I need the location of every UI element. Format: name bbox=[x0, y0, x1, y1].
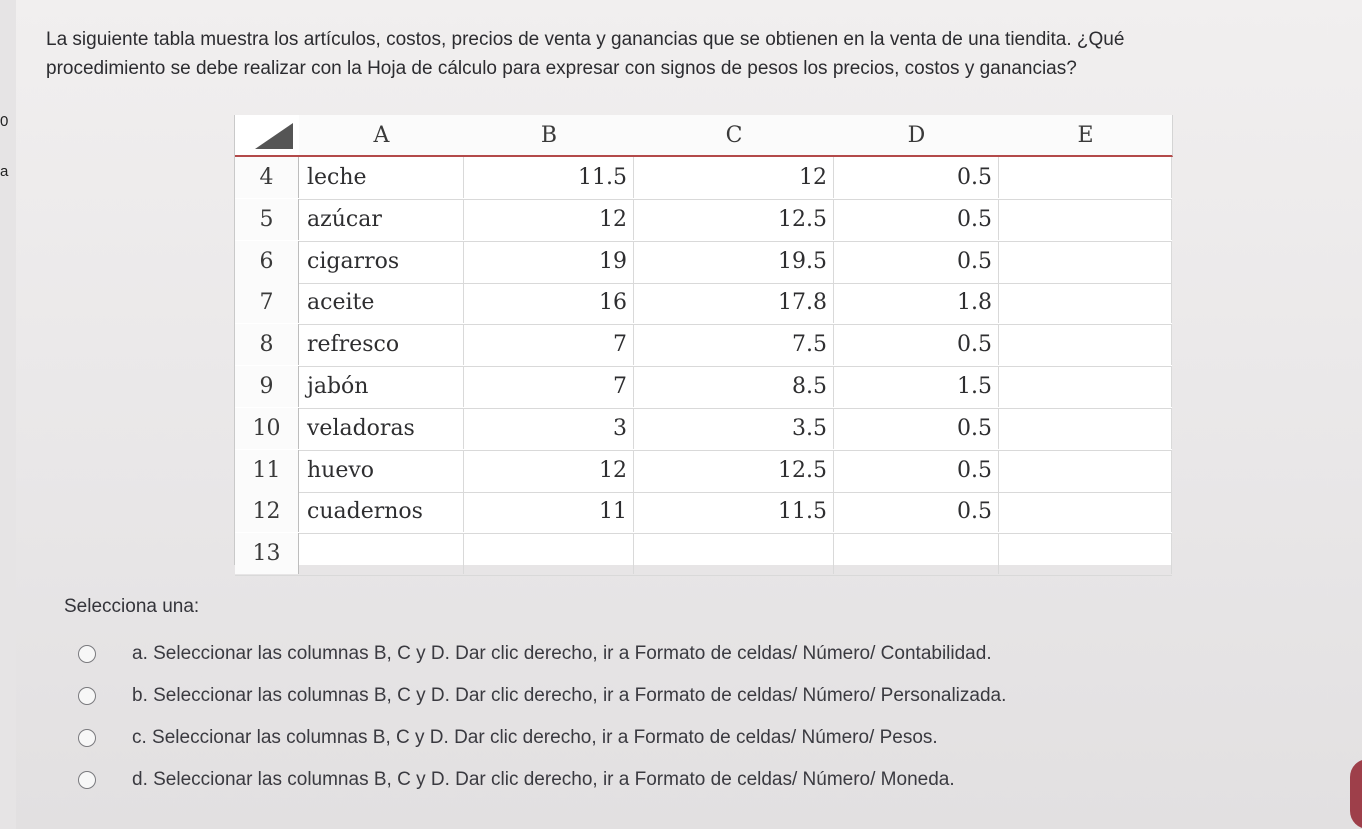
table-row bbox=[235, 450, 1172, 493]
cell-d[interactable]: 0.5 bbox=[834, 241, 999, 282]
row-number[interactable]: 13 bbox=[235, 533, 299, 574]
column-header-d[interactable]: D bbox=[834, 115, 1000, 157]
row-number[interactable]: 9 bbox=[235, 366, 299, 407]
option-c[interactable] bbox=[78, 723, 938, 753]
radio-button-b[interactable] bbox=[78, 687, 96, 705]
radio-button-d[interactable] bbox=[78, 771, 96, 789]
cell-b[interactable]: 7 bbox=[464, 366, 634, 407]
option-b-label[interactable]: b. Seleccionar las columnas B, C y D. Dar clic derecho, ir a Formato de celdas/ Número/ Personalizada. bbox=[132, 685, 1007, 706]
option-d-label[interactable]: d. Seleccionar las columnas B, C y D. Dar clic derecho, ir a Formato de celdas/ Número/ Moneda. bbox=[132, 769, 955, 790]
cell-a[interactable]: huevo bbox=[299, 450, 464, 491]
row-number[interactable]: 5 bbox=[235, 199, 299, 240]
question-text bbox=[46, 25, 1346, 83]
cell-b[interactable]: 3 bbox=[464, 408, 634, 449]
cell-e[interactable] bbox=[999, 491, 1172, 532]
option-c-label[interactable]: c. Seleccionar las columnas B, C y D. Dar clic derecho, ir a Formato de celdas/ Número/ Pesos. bbox=[132, 727, 938, 748]
option-a-label[interactable]: a. Seleccionar las columnas B, C y D. Dar clic derecho, ir a Formato de celdas/ Número/ Contabilidad. bbox=[132, 643, 992, 664]
column-header-c[interactable]: C bbox=[634, 115, 835, 157]
column-header-b[interactable]: B bbox=[464, 115, 635, 157]
column-header-a[interactable]: A bbox=[299, 115, 465, 157]
cell-b[interactable] bbox=[464, 533, 634, 574]
cell-a[interactable]: cigarros bbox=[299, 241, 464, 282]
row-number[interactable]: 12 bbox=[235, 491, 299, 532]
cell-e[interactable] bbox=[999, 157, 1172, 198]
cell-b[interactable]: 7 bbox=[464, 324, 634, 365]
row-number[interactable]: 11 bbox=[235, 450, 299, 491]
cell-d[interactable]: 1.8 bbox=[834, 282, 999, 323]
option-b[interactable] bbox=[78, 681, 1006, 711]
cell-d[interactable]: 0.5 bbox=[834, 408, 999, 449]
table-row bbox=[235, 491, 1172, 534]
cell-c[interactable]: 12.5 bbox=[634, 450, 834, 491]
table-row bbox=[235, 366, 1172, 409]
cell-c[interactable] bbox=[634, 533, 834, 574]
cell-d[interactable]: 0.5 bbox=[834, 450, 999, 491]
row-number[interactable]: 7 bbox=[235, 282, 299, 323]
table-row bbox=[235, 241, 1172, 284]
table-row bbox=[235, 533, 1172, 576]
cell-a[interactable]: leche bbox=[299, 157, 464, 198]
cell-c[interactable]: 12.5 bbox=[634, 199, 834, 240]
row-number[interactable]: 10 bbox=[235, 408, 299, 449]
cell-c[interactable]: 7.5 bbox=[634, 324, 834, 365]
cell-b[interactable]: 11.5 bbox=[464, 157, 634, 198]
edge-mark-1: a bbox=[0, 163, 9, 180]
cell-c[interactable]: 19.5 bbox=[634, 241, 834, 282]
cell-d[interactable] bbox=[834, 533, 999, 574]
edge-mark-0: 0 bbox=[0, 113, 9, 130]
cell-e[interactable] bbox=[999, 408, 1172, 449]
cell-c[interactable]: 12 bbox=[634, 157, 834, 198]
cell-a[interactable]: jabón bbox=[299, 366, 464, 407]
cell-a[interactable]: azúcar bbox=[299, 199, 464, 240]
cell-d[interactable]: 1.5 bbox=[834, 366, 999, 407]
cell-b[interactable]: 12 bbox=[464, 199, 634, 240]
column-header-e[interactable]: E bbox=[999, 115, 1173, 157]
cell-e[interactable] bbox=[999, 450, 1172, 491]
cell-d[interactable]: 0.5 bbox=[834, 199, 999, 240]
cell-e[interactable] bbox=[999, 241, 1172, 282]
table-row bbox=[235, 157, 1172, 200]
option-a[interactable] bbox=[78, 639, 992, 669]
cell-a[interactable]: veladoras bbox=[299, 408, 464, 449]
cell-a[interactable] bbox=[299, 533, 464, 574]
cell-c[interactable]: 3.5 bbox=[634, 408, 834, 449]
row-number[interactable]: 4 bbox=[235, 157, 299, 198]
cell-d[interactable]: 0.5 bbox=[834, 491, 999, 532]
corner-decoration bbox=[1350, 759, 1362, 829]
row-number[interactable]: 6 bbox=[235, 241, 299, 282]
cell-a[interactable]: aceite bbox=[299, 282, 464, 323]
cell-d[interactable]: 0.5 bbox=[834, 324, 999, 365]
table-row bbox=[235, 199, 1172, 242]
cell-d[interactable]: 0.5 bbox=[834, 157, 999, 198]
radio-button-c[interactable] bbox=[78, 729, 96, 747]
cell-e[interactable] bbox=[999, 366, 1172, 407]
cell-b[interactable]: 19 bbox=[464, 241, 634, 282]
table-row bbox=[235, 324, 1172, 367]
cell-e[interactable] bbox=[999, 282, 1172, 323]
question-line-1: La siguiente tabla muestra los artículos, costos, precios de venta y ganancias que se obtienen en la venta de una tiendita. ¿Qué bbox=[46, 29, 1125, 50]
cell-a[interactable]: refresco bbox=[299, 324, 464, 365]
cell-b[interactable]: 12 bbox=[464, 450, 634, 491]
table-row bbox=[235, 282, 1172, 325]
radio-button-a[interactable] bbox=[78, 645, 96, 663]
table-row bbox=[235, 408, 1172, 451]
cell-e[interactable] bbox=[999, 533, 1172, 574]
cell-e[interactable] bbox=[999, 324, 1172, 365]
cell-a[interactable]: cuadernos bbox=[299, 491, 464, 532]
spreadsheet-table bbox=[234, 115, 1172, 565]
cell-e[interactable] bbox=[999, 199, 1172, 240]
select-all-corner[interactable] bbox=[235, 115, 300, 157]
cell-c[interactable]: 8.5 bbox=[634, 366, 834, 407]
select-all-triangle-icon bbox=[255, 123, 293, 149]
row-number[interactable]: 8 bbox=[235, 324, 299, 365]
cell-b[interactable]: 11 bbox=[464, 491, 634, 532]
cell-c[interactable]: 17.8 bbox=[634, 282, 834, 323]
question-line-2: procedimiento se debe realizar con la Hoja de cálculo para expresar con signos de pesos los precios, costos y ganancias? bbox=[46, 58, 1077, 79]
select-one-label: Selecciona una: bbox=[64, 596, 200, 617]
option-d[interactable] bbox=[78, 765, 955, 795]
cell-c[interactable]: 11.5 bbox=[634, 491, 834, 532]
cell-b[interactable]: 16 bbox=[464, 282, 634, 323]
